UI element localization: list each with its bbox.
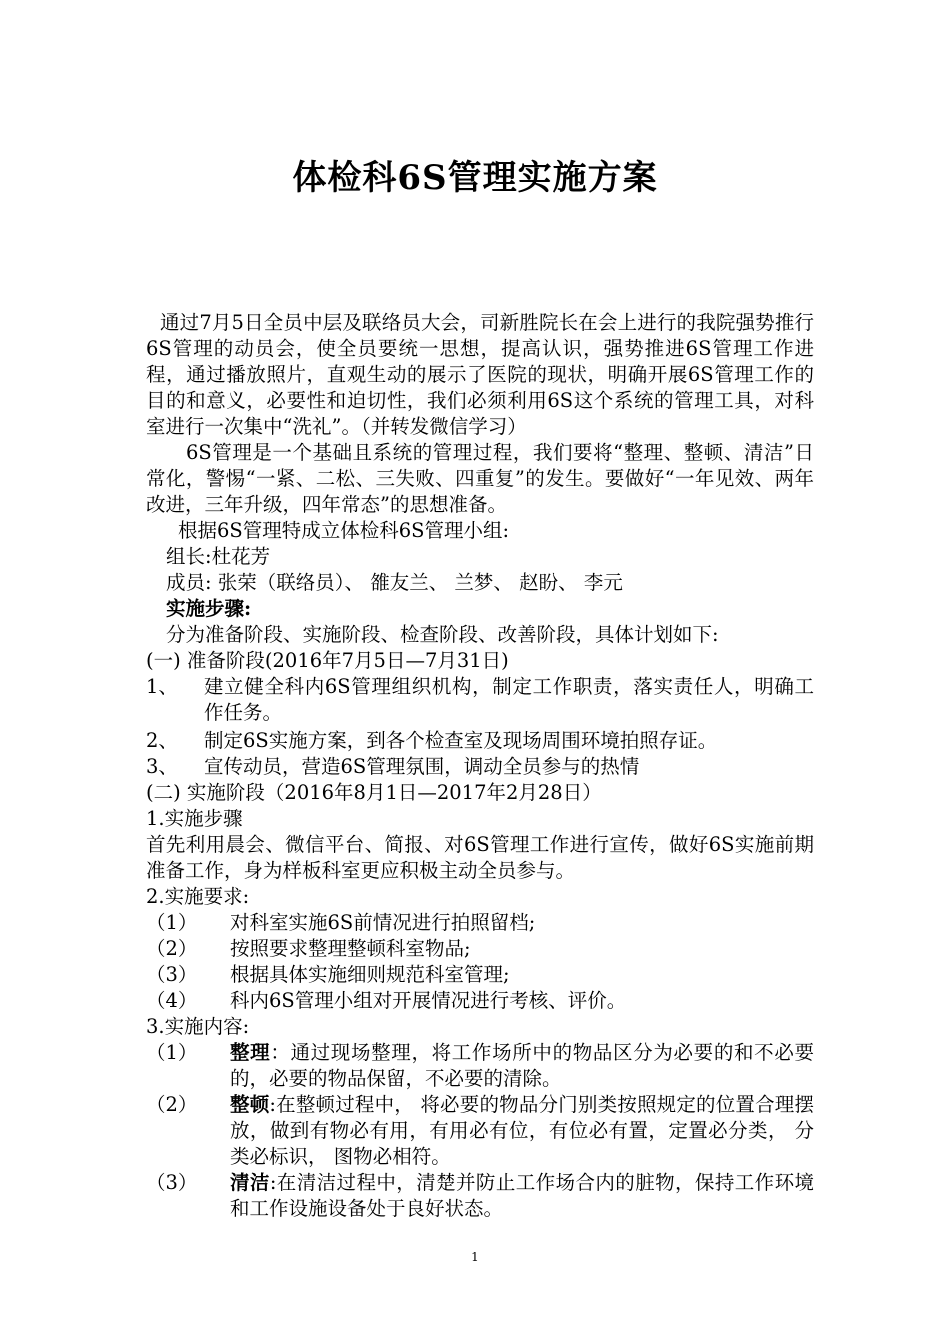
requirement-text: 对科室实施6S前情况进行拍照留档; <box>230 911 536 934</box>
document-body <box>146 310 814 1222</box>
steps-heading: 实施步骤: <box>166 597 252 620</box>
requirement-text: 根据具体实施细则规范科室管理; <box>230 963 510 986</box>
team-members: 成员: 张荣（联络员）、 雒友兰、 兰梦、 赵盼、 李元 <box>166 571 623 594</box>
content-number: （1） <box>146 1041 198 1064</box>
phase1-item-text: 制定6S实施方案，到各个检查室及现场周围环境拍照存证。 <box>204 729 718 752</box>
phase1-item <box>146 754 814 780</box>
steps-intro: 分为准备阶段、实施阶段、检查阶段、改善阶段，具体计划如下: <box>166 623 719 646</box>
document-title: 体检科6S管理实施方案 <box>292 158 658 198</box>
phase1-item-text: 建立健全科内6S管理组织机构，制定工作职责，落实责任人，明确工作任务。 <box>204 675 814 724</box>
content-number: （2） <box>146 1093 198 1116</box>
content-text-block <box>230 1092 814 1170</box>
requirement-number: （3） <box>146 963 198 986</box>
content-term: 清洁 <box>230 1171 270 1194</box>
content-text: ：通过现场整理，将工作场所中的物品区分为必要的和不必要的，必要的物品保留，不必要的清除。 <box>230 1041 814 1090</box>
intro-paragraph-2: 6S管理是一个基础且系统的管理过程，我们要将“整理、整顿、清洁”日常化，警惕“一紧、二松、三失败、四重复”的发生。要做好“一年见效、两年改进，三年升级，四年常态”的思想准备。 <box>146 441 814 516</box>
phase2-step1-heading: 1.实施步骤 <box>146 807 243 830</box>
intro-paragraph-3: 根据6S管理特成立体检科6S管理小组: <box>178 519 510 542</box>
content-item <box>146 1092 814 1170</box>
intro-paragraph-1: 通过7月5日全员中层及联络员大会，司新胜院长在会上进行的我院强势推行6S管理的动员会，使全员要统一思想，提高认识，强势推进6S管理工作进程，通过播放照片，直观生动的展示了医院的现状，明确开展6S管理工作的目的和意义，必要性和迫切性，我们必须利用6S这个系统的管理工具，对科室进行一次集中“洗礼”。（并转发微信学习） <box>146 311 814 438</box>
content-number: （3） <box>146 1171 198 1194</box>
content-text-block <box>230 1040 814 1092</box>
requirement-text: 科内6S管理小组对开展情况进行考核、评价。 <box>230 989 627 1012</box>
requirement-item <box>146 936 814 962</box>
requirement-item <box>146 988 814 1014</box>
phase1-item <box>146 728 814 754</box>
phase2-step2-heading: 2.实施要求: <box>146 885 250 908</box>
phase1-item-text: 宣传动员，营造6S管理氛围，调动全员参与的热情 <box>204 755 640 778</box>
phase2-heading: (二) 实施阶段（2016年8月1日—2017年2月28日） <box>146 781 602 804</box>
content-text: :在清洁过程中，清楚并防止工作场合内的脏物，保持工作环境和工作设施设备处于良好状态。 <box>230 1171 814 1220</box>
requirement-text: 按照要求整理整顿科室物品; <box>230 937 471 960</box>
requirement-item <box>146 962 814 988</box>
content-item <box>146 1040 814 1092</box>
phase1-item <box>146 674 814 726</box>
phase1-item-number: 1、 <box>146 675 178 698</box>
content-text: :在整顿过程中， 将必要的物品分门别类按照规定的位置合理摆放，做到有物必有用，有用必有位，有位必有置，定置必分类， 分类必标识， 图物必相符。 <box>230 1093 814 1168</box>
content-term: 整理 <box>230 1041 271 1064</box>
page-number: 1 <box>471 1250 479 1264</box>
content-text-block <box>230 1170 814 1222</box>
requirement-number: （4） <box>146 989 198 1012</box>
content-item <box>146 1170 814 1222</box>
team-leader: 组长:杜花芳 <box>166 545 271 568</box>
content-term: 整顿 <box>230 1093 270 1116</box>
phase2-step3-heading: 3.实施内容: <box>146 1015 250 1038</box>
requirement-number: （2） <box>146 937 198 960</box>
phase2-step1-text: 首先利用晨会、微信平台、简报、对6S管理工作进行宣传，做好6S实施前期准备工作，身为样板科室更应积极主动全员参与。 <box>146 833 814 882</box>
phase1-item-number: 3、 <box>146 755 178 778</box>
phase1-heading: (一) 准备阶段(2016年7月5日—7月31日) <box>146 649 509 672</box>
requirement-item <box>146 910 814 936</box>
phase1-item-number: 2、 <box>146 729 178 752</box>
requirement-number: （1） <box>146 911 198 934</box>
